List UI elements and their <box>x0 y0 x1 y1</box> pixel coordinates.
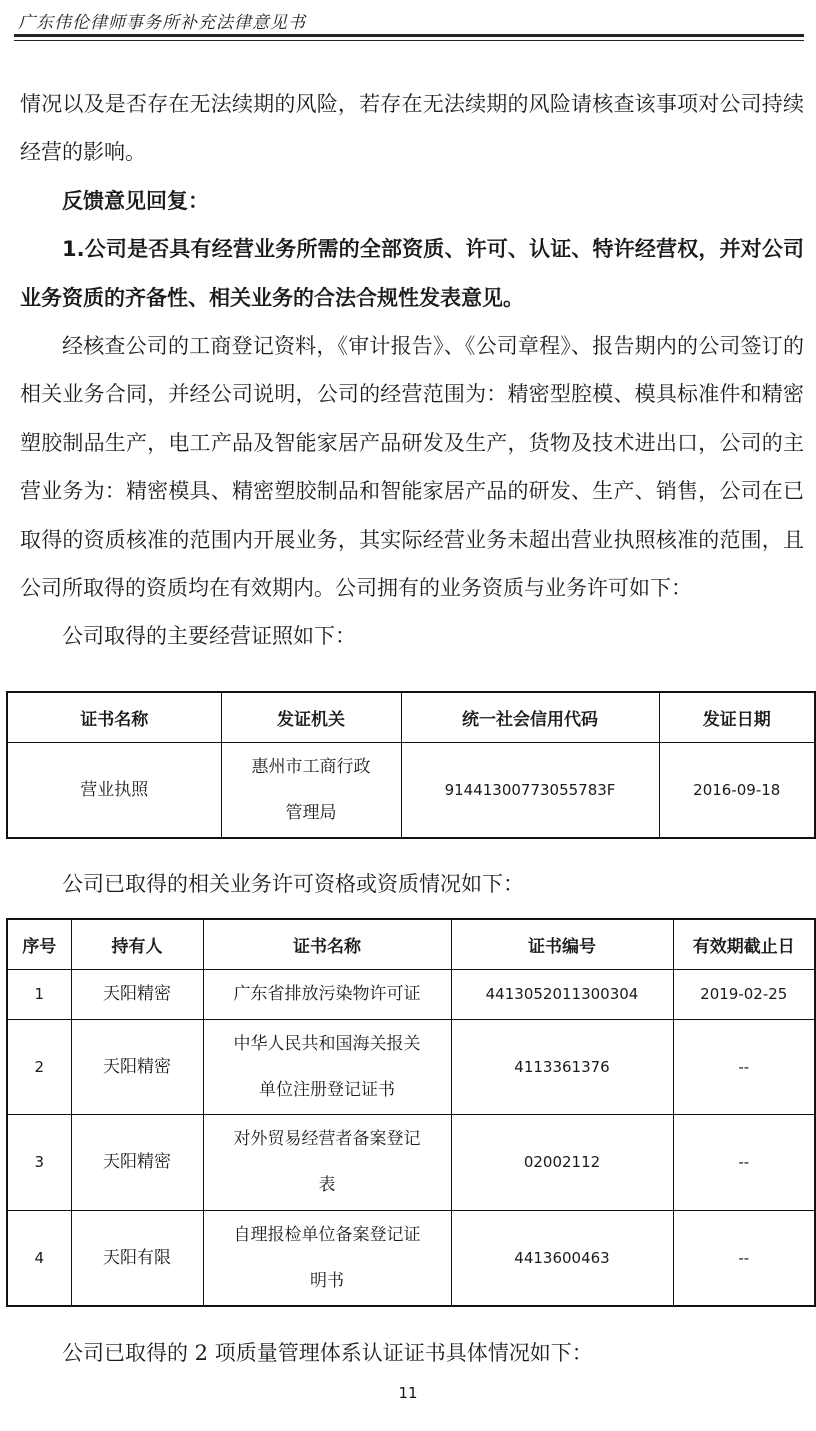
cell-cert-name <box>203 1019 451 1114</box>
cell-no: 2 <box>7 1019 71 1114</box>
paragraph-continuation: 情况以及是否存在无法续期的风险，若存在无法续期的风险请核查该事项对公司持续经营的影响。 <box>20 92 804 165</box>
cell-cert-code: 02002112 <box>451 1114 673 1210</box>
cell-cert-name-line1: 中华人民共和国海关报关 <box>233 1033 421 1054</box>
cell-no: 3 <box>7 1114 71 1210</box>
body-section-bottom <box>20 1329 804 1377</box>
header-cert-name: 证书名称 <box>203 919 451 969</box>
table-row <box>7 1114 815 1210</box>
header-rule-thin <box>14 40 804 41</box>
header-cert-code: 证书编号 <box>451 919 673 969</box>
table-row <box>7 969 815 1019</box>
cell-cert-code: 4413052011300304 <box>451 969 673 1019</box>
header-title: 广东伟伦律师事务所补充法律意见书 <box>18 13 306 33</box>
cell-cert-name: 营业执照 <box>7 742 221 838</box>
cell-cert-name-line2: 表 <box>318 1175 336 1195</box>
cell-expiry: -- <box>673 1210 815 1306</box>
permit-table <box>6 918 816 1307</box>
header-rule-thick <box>14 34 804 37</box>
page-header <box>14 4 804 48</box>
permit-table-header <box>7 919 815 969</box>
cell-cert-code: 4113361376 <box>451 1019 673 1114</box>
verification-paragraph: 经核查公司的工商登记资料，《审计报告》、《公司章程》、报告期内的公司签订的相关业务合同，并经公司说明，公司的经营范围为：精密型腔模、模具标准件和精密塑胶制品生产，电工产品及智能家居产品研发及生产，货物及技术进出口，公司的主营业务为：精密模具、精密塑胶制品和智能家居产品的研发、生产、销售，公司在已取得的资质核准的范围内开展业务，其实际经营业务未超出营业执照核准的范围，且公司所取得的资质均在有效期内。公司拥有的业务资质与业务许可如下： <box>20 334 804 601</box>
permit-intro: 公司已取得的相关业务许可资格或资质情况如下： <box>62 872 524 896</box>
header-no: 序号 <box>7 919 71 969</box>
cell-cert-name-line2: 单位注册登记证书 <box>259 1079 395 1100</box>
cell-issue-date: 2016-09-18 <box>659 742 815 838</box>
body-section-top <box>20 80 804 661</box>
cell-issuer-line2: 管理局 <box>285 802 337 823</box>
body-section-middle <box>20 860 804 908</box>
cell-holder: 天阳精密 <box>71 1114 203 1210</box>
header-issuer: 发证机关 <box>221 692 401 742</box>
cell-expiry: -- <box>673 1019 815 1114</box>
table-row <box>7 1210 815 1306</box>
cell-cert-name-line2: 明书 <box>310 1270 344 1291</box>
license-intro: 公司取得的主要经营证照如下： <box>62 624 356 649</box>
table-row <box>7 1019 815 1114</box>
cell-cert-name <box>203 1114 451 1210</box>
cell-issuer-line1: 惠州市工商行政 <box>251 756 371 777</box>
cell-issuer <box>221 742 401 838</box>
cell-no: 4 <box>7 1210 71 1306</box>
header-cert-name: 证书名称 <box>7 692 221 742</box>
license-table <box>6 691 816 839</box>
cell-credit-code: 91441300773055783F <box>401 742 659 838</box>
cell-no: 1 <box>7 969 71 1019</box>
header-issue-date: 发证日期 <box>659 692 815 742</box>
license-table-header <box>7 692 815 742</box>
cell-holder: 天阳精密 <box>71 1019 203 1114</box>
cell-expiry: 2019-02-25 <box>673 969 815 1019</box>
cell-holder: 天阳有限 <box>71 1210 203 1306</box>
header-credit-code: 统一社会信用代码 <box>401 692 659 742</box>
quality-cert-intro: 公司已取得的 2 项质量管理体系认证证书具体情况如下： <box>62 1341 593 1365</box>
cell-cert-name <box>203 1210 451 1306</box>
cell-cert-code: 4413600463 <box>451 1210 673 1306</box>
header-holder: 持有人 <box>71 919 203 969</box>
page-number: 11 <box>398 1384 418 1402</box>
question-1-heading: 1.公司是否具有经营业务所需的全部资质、许可、认证、特许经营权，并对公司业务资质的齐备性、相关业务的合法合规性发表意见。 <box>20 237 804 310</box>
cell-cert-name-line1: 自理报检单位备案登记证 <box>233 1224 421 1245</box>
cell-expiry: -- <box>673 1114 815 1210</box>
header-expiry: 有效期截止日 <box>673 919 815 969</box>
table-row <box>7 742 815 838</box>
cell-cert-name-line1: 对外贸易经营者备案登记 <box>233 1129 421 1149</box>
feedback-heading: 反馈意见回复： <box>62 188 209 213</box>
cell-holder: 天阳精密 <box>71 969 203 1019</box>
cell-cert-name: 广东省排放污染物许可证 <box>203 969 451 1019</box>
